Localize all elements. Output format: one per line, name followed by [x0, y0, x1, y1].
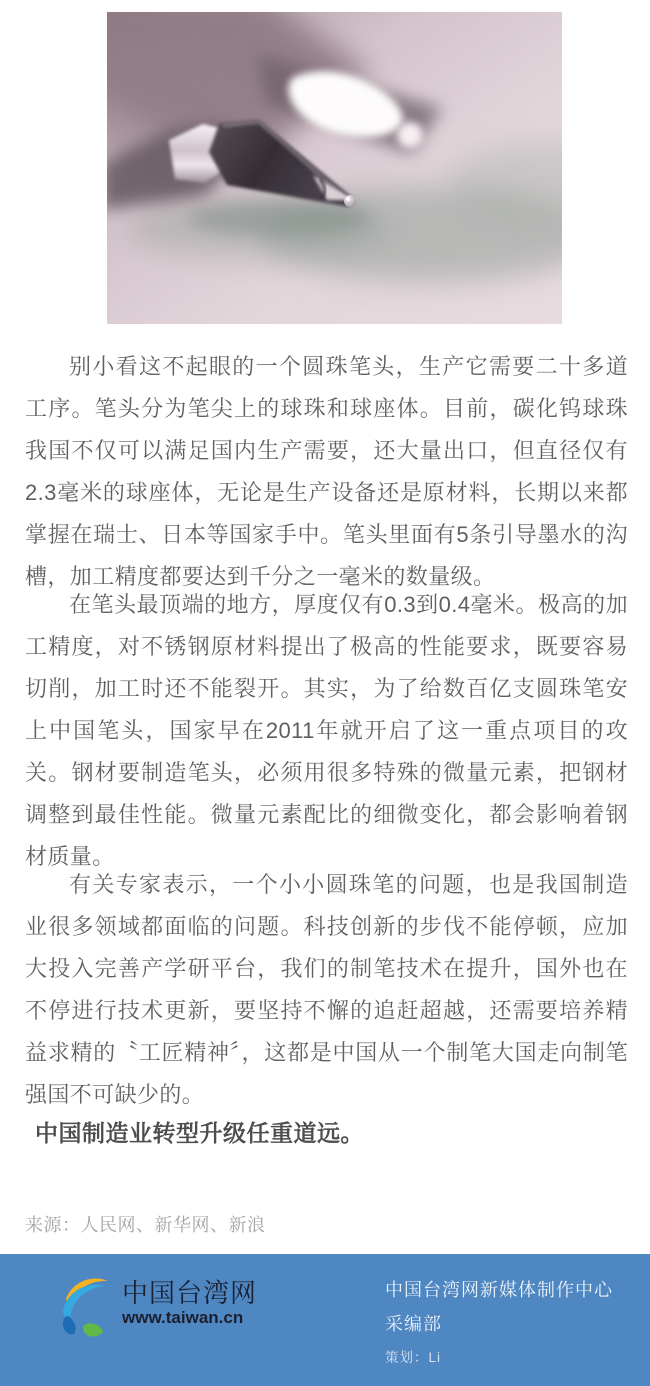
brand-url[interactable]: www.taiwan.cn: [122, 1308, 244, 1327]
footer-planner: 策划：Li: [385, 1350, 442, 1365]
pen-tips-photo: [107, 12, 562, 324]
article-paragraph: 在笔头最顶端的地方，厚度仅有0.3到0.4毫米。极高的加工精度，对不锈钢原材料提出了极高的性能要求，既要容易切削，加工时还不能裂开。其实，为了给数百亿支圆珠笔安上中国笔头，国家早在2011年就开启了这一重点项目的攻关。钢材要制造笔头，必须用很多特殊的微量元素，把钢材调整到最佳性能。微量元素配比的细微变化，都会影响着钢材质量。: [25, 592, 628, 869]
brand-text-block: [122, 1270, 257, 1328]
hero-image: [107, 12, 562, 324]
article-source: 来源：人民网、新华网、新浪: [25, 1215, 266, 1235]
footer-dept-line: 采编部: [385, 1314, 442, 1334]
taiwan-logo[interactable]: [60, 1270, 257, 1338]
taiwan-swoosh-icon: [60, 1272, 116, 1338]
article-heading: 中国制造业转型升级任重道远。: [35, 1120, 364, 1146]
footer-info: [385, 1280, 613, 1366]
article-body: [0, 324, 650, 1238]
article-paragraph: 别小看这不起眼的一个圆珠笔头，生产它需要二十多道工序。笔头分为笔尖上的球珠和球座体。目前，碳化钨球珠我国不仅可以满足国内生产需要，还大量出口，但直径仅有2.3毫米的球座体，无论是生产设备还是原材料，长期以来都掌握在瑞士、日本等国家手中。笔头里面有5条引导墨水的沟槽，加工精度都要达到千分之一毫米的数量级。: [25, 354, 628, 589]
footer: [0, 1254, 650, 1386]
brand-name: 中国台湾网: [122, 1278, 258, 1308]
article-paragraph: 有关专家表示，一个小小圆珠笔的问题，也是我国制造业很多领域都面临的问题。科技创新的步伐不能停顿，应加大投入完善产学研平台，我们的制笔技术在提升，国外也在不停进行技术更新，要坚持不懈的追赶超越，还需要培养精益求精的〝工匠精神〞，这都是中国从一个制笔大国走向制笔强国不可缺少的。: [25, 872, 628, 1107]
footer-dept-line: 中国台湾网新媒体制作中心: [385, 1280, 613, 1300]
